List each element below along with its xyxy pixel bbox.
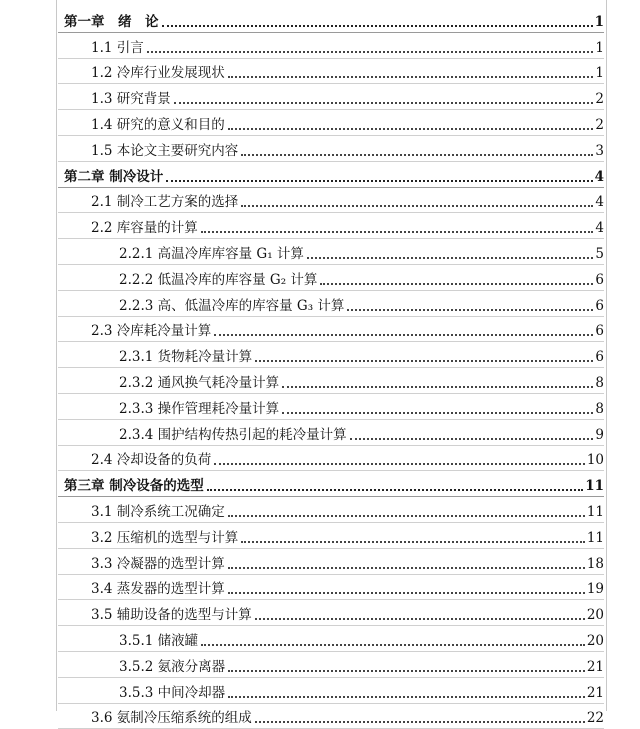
toc-entry-page-number: 21 [586,658,604,675]
dot-leader [241,154,593,156]
toc-entry-page-number: 20 [586,607,604,624]
toc-entry-title: 2.3.3 操作管理耗冷量计算 [119,400,280,417]
toc-entry-title: 2.3.4 围护结构传热引起的耗冷量计算 [119,426,347,443]
toc-entry-page-number: 4 [594,168,604,185]
toc-subsection-entry [58,394,604,420]
toc-entry-page-number: 11 [586,503,604,520]
toc-entry-page-number: 9 [595,426,604,443]
dot-leader [228,515,585,517]
toc-entry-title: 1.2 冷库行业发展现状 [91,65,225,82]
dot-leader [241,541,585,543]
toc-entry-title: 3.5.3 中间冷却器 [119,684,226,701]
toc-entry-title: 3.5.2 氨液分离器 [119,658,226,675]
dot-leader [207,489,584,491]
dot-leader [174,102,594,104]
toc-entry-page-number: 8 [595,374,604,391]
dot-leader [162,25,593,27]
toc-section-entry [58,549,604,575]
toc-subsection-entry [58,420,604,446]
toc-subsection-entry [58,291,604,317]
toc-section-entry [58,446,604,472]
toc-entry-page-number: 20 [586,632,604,649]
toc-entry-page-number: 1 [594,13,604,30]
toc-entry-title: 1.4 研究的意义和目的 [91,116,225,133]
dot-leader [282,386,593,388]
toc-section-entry [58,59,604,85]
toc-entry-page-number: 11 [585,478,604,495]
toc-entry-page-number: 6 [595,297,604,314]
toc-entry-page-number: 22 [586,710,604,727]
table-of-contents [58,7,604,729]
toc-entry-title: 2.3 冷库耗冷量计算 [91,323,212,340]
toc-entry-page-number: 6 [595,271,604,288]
dot-leader [347,309,593,311]
toc-entry-page-number: 1 [595,65,604,82]
toc-entry-page-number: 11 [586,529,604,546]
dot-leader [307,257,593,259]
toc-entry-title: 3.1 制冷系统工况确定 [91,503,225,520]
toc-subsection-entry [58,678,604,704]
toc-entry-title: 1.3 研究背景 [91,91,171,108]
toc-entry-page-number: 4 [595,220,604,237]
toc-entry-title: 第三章 制冷设备的选型 [64,478,204,495]
toc-entry-title: 3.2 压缩机的选型与计算 [91,529,239,546]
dot-leader [201,231,594,233]
toc-entry-page-number: 2 [595,116,604,133]
dot-leader [350,438,594,440]
dot-leader [214,463,585,465]
dot-leader [228,128,594,130]
toc-entry-title: 2.4 冷却设备的负荷 [91,452,212,469]
toc-subsection-entry [58,626,604,652]
toc-section-entry [58,188,604,214]
dot-leader [320,283,593,285]
toc-entry-page-number: 2 [595,91,604,108]
toc-section-entry [58,33,604,59]
toc-entry-title: 2.2.3 高、低温冷库的库容量 G₃ 计算 [119,297,345,314]
toc-entry-page-number: 21 [586,684,604,701]
dot-leader [228,592,585,594]
toc-section-entry [58,575,604,601]
toc-section-entry [58,523,604,549]
toc-section-entry [58,497,604,523]
toc-entry-title: 1.5 本论文主要研究内容 [91,142,239,159]
toc-subsection-entry [58,342,604,368]
toc-section-entry [58,704,604,729]
toc-chapter-entry [58,162,604,188]
toc-entry-title: 2.2.1 高温冷库库容量 G₁ 计算 [119,245,304,262]
dot-leader [228,567,585,569]
toc-entry-page-number: 6 [595,323,604,340]
toc-entry-title: 第二章 制冷设计 [64,168,164,185]
toc-entry-page-number: 4 [595,194,604,211]
toc-subsection-entry [58,265,604,291]
toc-chapter-entry [58,7,604,33]
toc-section-entry [58,110,604,136]
toc-entry-title: 2.1 制冷工艺方案的选择 [91,194,239,211]
toc-entry-title: 3.4 蒸发器的选型计算 [91,581,225,598]
dot-leader [255,360,593,362]
toc-entry-page-number: 19 [586,581,604,598]
dot-leader [166,180,592,182]
toc-entry-page-number: 3 [595,142,604,159]
toc-entry-page-number: 5 [595,245,604,262]
toc-entry-title: 2.3.1 货物耗冷量计算 [119,349,253,366]
toc-entry-page-number: 1 [595,39,604,56]
dot-leader [147,51,594,53]
toc-entry-page-number: 10 [586,452,604,469]
toc-entry-title: 3.5.1 储液罐 [119,632,199,649]
toc-entry-page-number: 6 [595,349,604,366]
dot-leader [228,76,594,78]
dot-leader [241,205,593,207]
toc-entry-title: 2.2 库容量的计算 [91,220,198,237]
toc-subsection-entry [58,652,604,678]
toc-entry-title: 第一章 绪 论 [64,13,159,30]
dot-leader [201,644,585,646]
toc-entry-title: 2.3.2 通风换气耗冷量计算 [119,374,280,391]
toc-section-entry [58,317,604,343]
right-margin-line [606,0,607,711]
toc-section-entry [58,213,604,239]
toc-entry-title: 3.5 辅助设备的选型与计算 [91,607,252,624]
dot-leader [228,670,585,672]
toc-entry-page-number: 8 [595,400,604,417]
dot-leader [255,721,585,723]
dot-leader [255,618,585,620]
dot-leader [282,412,593,414]
toc-section-entry [58,84,604,110]
dot-leader [228,696,585,698]
toc-section-entry [58,136,604,162]
dot-leader [214,334,593,336]
toc-section-entry [58,600,604,626]
toc-entry-page-number: 18 [586,555,604,572]
toc-chapter-entry [58,471,604,497]
toc-entry-title: 3.3 冷凝器的选型计算 [91,555,225,572]
left-margin-line [56,0,57,711]
toc-subsection-entry [58,368,604,394]
toc-entry-title: 1.1 引言 [91,39,144,56]
toc-subsection-entry [58,239,604,265]
toc-entry-title: 2.2.2 低温冷库的库容量 G₂ 计算 [119,271,318,288]
toc-entry-title: 3.6 氨制冷压缩系统的组成 [91,710,252,727]
